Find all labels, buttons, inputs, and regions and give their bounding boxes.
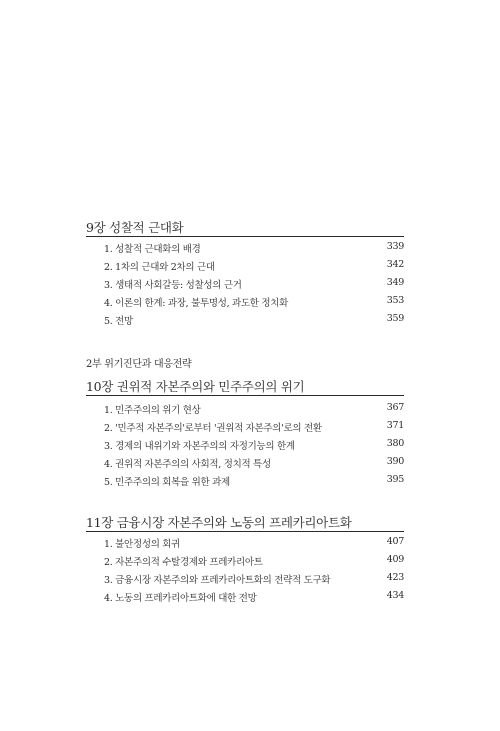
chapter-title: 10장 권위적 자본주의와 민주주의의 위기 [86, 379, 305, 394]
entry-title: 4. 노동의 프레카리아트화에 대한 전망 [104, 593, 257, 604]
part-label: 2부 위기진단과 대응전략 [86, 359, 192, 370]
toc-entry [104, 554, 404, 568]
entry-page: 367 [386, 402, 404, 413]
toc-entry [104, 536, 404, 550]
entry-page: 342 [386, 259, 404, 270]
toc-entry [104, 590, 404, 604]
entry-title: 2. 1차의 근대와 2차의 근대 [104, 262, 215, 273]
entry-title: 5. 전망 [104, 316, 133, 327]
entry-page: 390 [386, 456, 404, 467]
toc-entry [104, 295, 404, 309]
toc-entry [104, 474, 404, 488]
chapter-title: 11장 금융시장 자본주의와 노동의 프레카리아트화 [86, 515, 352, 530]
entry-title: 3. 금융시장 자본주의와 프레카리아트화의 전략적 도구화 [104, 575, 331, 586]
toc-entry [104, 259, 404, 273]
entry-title: 4. 권위적 자본주의의 사회적, 정치적 특성 [104, 459, 271, 470]
toc-entry [104, 402, 404, 416]
entry-title: 1. 성찰적 근대화의 배경 [104, 244, 201, 255]
entry-title: 3. 생태적 사회갈등: 성찰성의 근거 [104, 280, 242, 291]
entry-page: 434 [386, 590, 404, 601]
chapter-rule [86, 236, 404, 237]
toc-entry [104, 438, 404, 452]
toc-entry [104, 456, 404, 470]
toc-entry [104, 277, 404, 291]
entry-title: 2. '민주적 자본주의'로부터 '권위적 자본주의'로의 전환 [104, 423, 322, 434]
toc-entry [104, 313, 404, 327]
entry-page: 339 [386, 241, 404, 252]
entry-title: 1. 민주주의의 위기 현상 [104, 405, 201, 416]
chapter-title: 9장 성찰적 근대화 [86, 220, 184, 235]
toc-entry [104, 420, 404, 434]
entry-page: 371 [386, 420, 404, 431]
entry-page: 407 [386, 536, 404, 547]
entry-title: 5. 민주주의의 회복을 위한 과제 [104, 477, 230, 488]
entry-title: 2. 자본주의적 수탈경제와 프레카리아트 [104, 557, 263, 568]
entry-page: 353 [386, 295, 404, 306]
chapter-rule [86, 531, 404, 532]
entry-page: 380 [386, 438, 404, 449]
chapter-rule [86, 395, 404, 396]
entry-title: 1. 불안정성의 회귀 [104, 539, 181, 550]
entry-page: 349 [386, 277, 404, 288]
entry-title: 3. 경제의 내위기와 자본주의의 자정기능의 한계 [104, 441, 295, 452]
toc-entry [104, 572, 404, 586]
entry-title: 4. 이론의 한계: 과장, 불투명성, 과도한 정치화 [104, 298, 289, 309]
toc-entry [104, 241, 404, 255]
entry-page: 359 [386, 313, 404, 324]
entry-page: 423 [386, 572, 404, 583]
entry-page: 409 [386, 554, 404, 565]
entry-page: 395 [386, 474, 404, 485]
